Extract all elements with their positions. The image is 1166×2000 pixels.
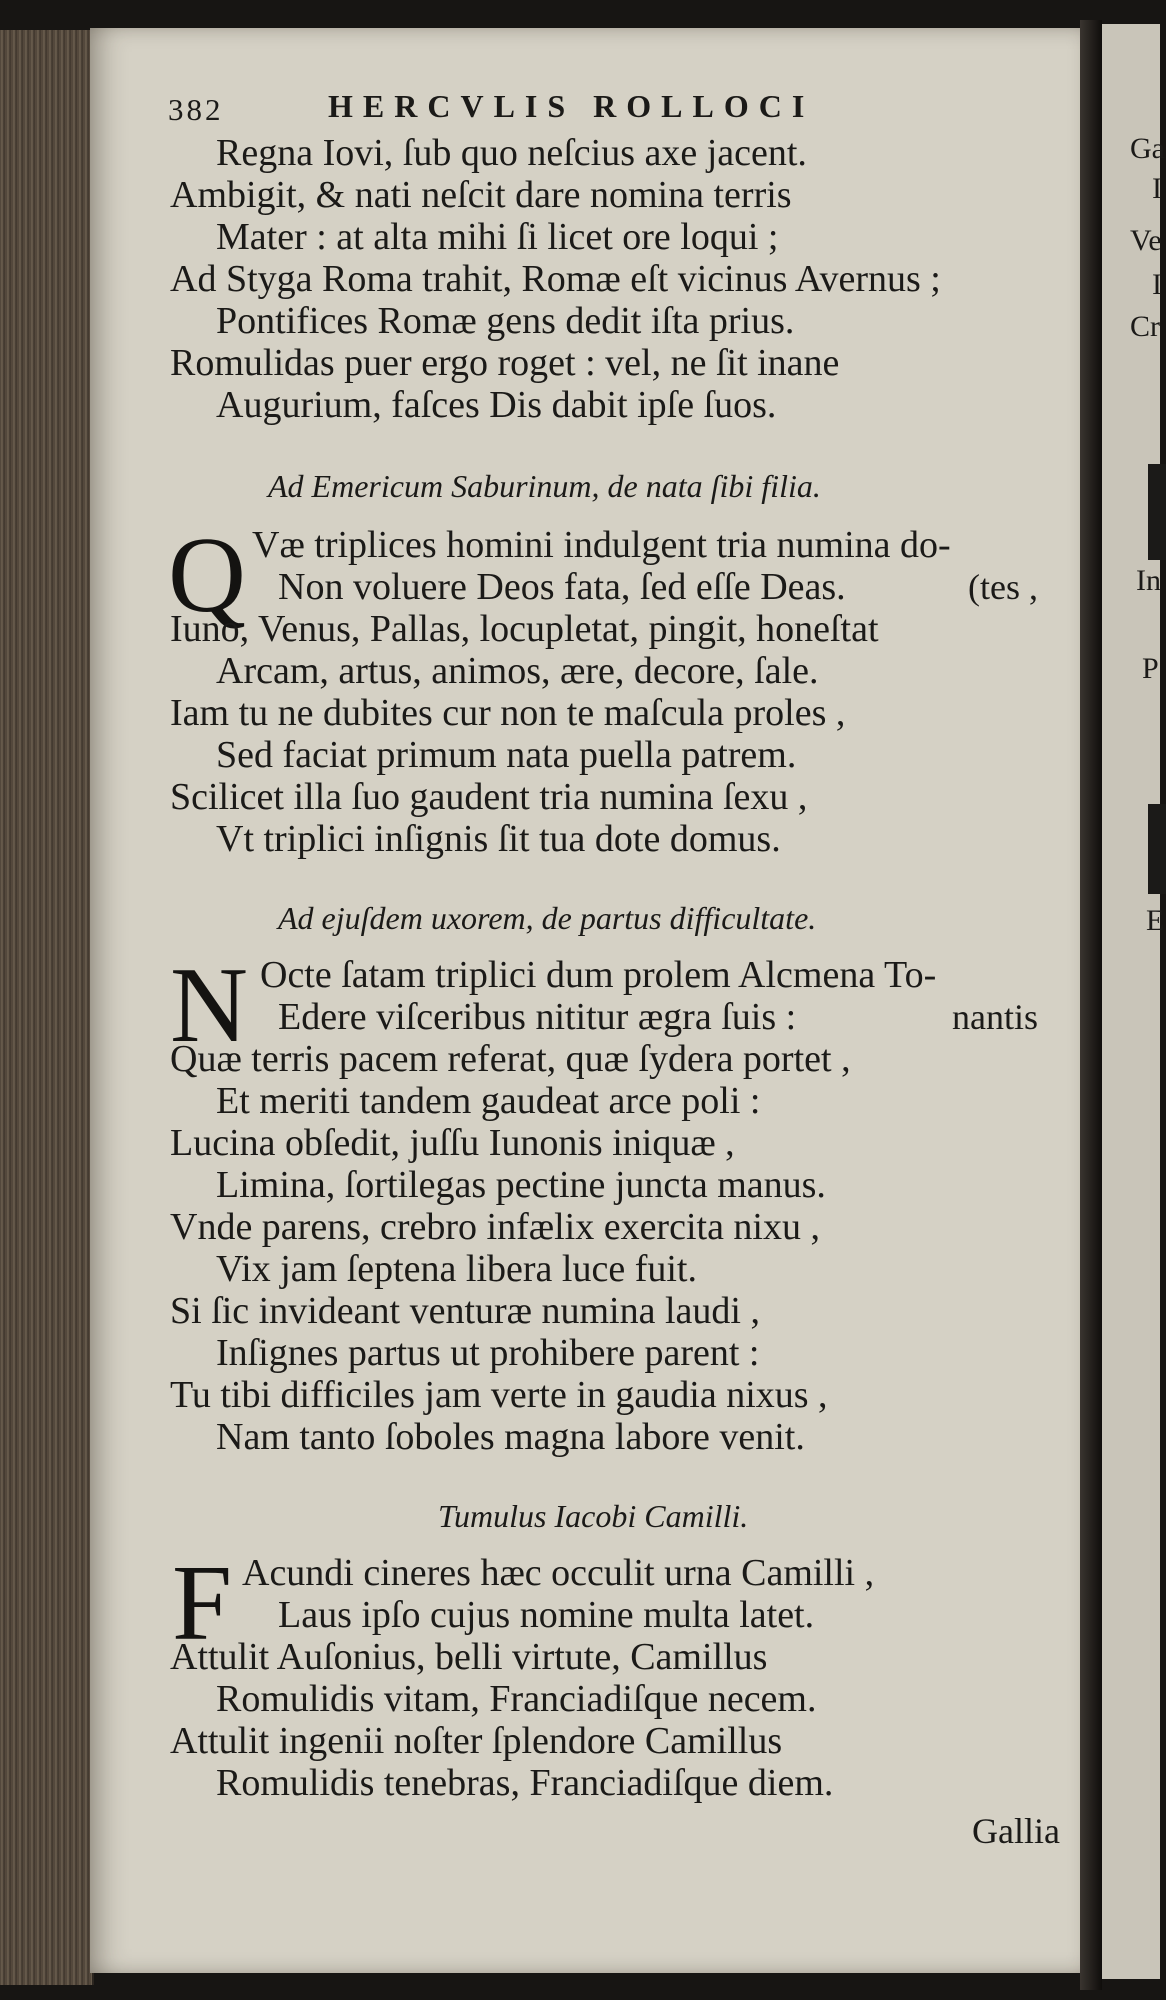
page-number: 382: [168, 92, 224, 127]
verse-line: Sed faciat primum nata puella patrem.: [216, 734, 797, 776]
verse-line: Vix jam ſeptena libera luce fuit.: [216, 1248, 697, 1290]
turnover-word: nantis: [952, 997, 1038, 1037]
verse-line: Acundi cineres hæc occulit urna Camilli ,: [242, 1552, 875, 1594]
verse-line: Regna Iovi, ſub quo neſcius axe jacent.: [216, 132, 807, 174]
verse-line: Vnde parens, crebro infælix exercita nixu ,: [170, 1206, 820, 1248]
facing-page-fragment: Ga: [1130, 132, 1165, 165]
verse-line: Iuno, Venus, Pallas, locupletat, pingit, honeſtat: [170, 608, 879, 650]
book-gutter: [1080, 20, 1102, 1990]
facing-page-dropcap-fragment: [1148, 464, 1166, 560]
verse-line: Romulidis vitam, Franciadiſque necem.: [216, 1678, 817, 1720]
catchword: Gallia: [972, 1811, 1060, 1851]
facing-page-fragment: Cr: [1130, 310, 1160, 343]
facing-page-dropcap-fragment: [1148, 804, 1166, 894]
verse-line: Iam tu ne dubites cur non te maſcula proles ,: [170, 692, 846, 734]
verse-line: Laus ipſo cujus nomine multa latet.: [278, 1594, 815, 1636]
verse-line: Non voluere Deos fata, ſed eſſe Deas.: [278, 566, 846, 608]
facing-page-fragment: I: [1152, 268, 1162, 301]
verse-line: Si ſic invideant venturæ numina laudi ,: [170, 1290, 760, 1332]
facing-page-fragment: In: [1136, 564, 1161, 597]
verse-line: Limina, ſortilegas pectine juncta manus.: [216, 1164, 826, 1206]
facing-page-fragment: Ve: [1130, 224, 1162, 257]
facing-page-fragment: P: [1142, 652, 1159, 685]
turnover-word: (tes ,: [968, 567, 1038, 607]
verse-line: Væ triplices homini indulgent tria numina do-: [252, 524, 951, 566]
verse-line: Romulidis tenebras, Franciadiſque diem.: [216, 1762, 834, 1804]
poem-title: Ad Emericum Saburinum, de nata ſibi filia.: [268, 468, 821, 504]
verse-line: Vt triplici inſignis ſit tua dote domus.: [216, 818, 781, 860]
verse-line: Ad Styga Roma trahit, Romæ eſt vicinus Avernus ;: [170, 258, 941, 300]
verse-line: Ambigit, & nati neſcit dare nomina terris: [170, 174, 792, 216]
verse-line: Et meriti tandem gaudeat arce poli :: [216, 1080, 761, 1122]
facing-page-edge: [1102, 24, 1165, 1979]
book-fore-edge: [0, 30, 94, 1985]
verse-line: Quæ terris pacem referat, quæ ſydera portet ,: [170, 1038, 851, 1080]
verse-line: Edere viſceribus nititur ægra ſuis :: [278, 996, 797, 1038]
verse-line: Octe ſatam triplici dum prolem Alcmena To-: [260, 954, 937, 996]
facing-page-fragment: I: [1152, 172, 1162, 205]
verse-line: Attulit ingenii noſter ſplendore Camillus: [170, 1720, 783, 1762]
facing-page-fragment: E: [1146, 904, 1165, 937]
verse-line: Attulit Auſonius, belli virtute, Camillus: [170, 1636, 768, 1678]
drop-capital: F: [172, 1544, 233, 1663]
running-head: HERCVLIS ROLLOCI: [328, 88, 815, 124]
poem-title: Ad ejuſdem uxorem, de partus difficultate.: [278, 900, 817, 936]
book-page: [90, 28, 1092, 1973]
verse-line: Mater : at alta mihi ſi licet ore loqui ;: [216, 216, 779, 258]
verse-line: Romulidas puer ergo roget : vel, ne ſit inane: [170, 342, 840, 384]
verse-line: Pontifices Romæ gens dedit iſta prius.: [216, 300, 795, 342]
verse-line: Arcam, artus, animos, ære, decore, ſale.: [216, 650, 819, 692]
verse-line: Scilicet illa ſuo gaudent tria numina ſexu ,: [170, 776, 808, 818]
drop-capital: Q: [168, 516, 246, 635]
poem-title: Tumulus Iacobi Camilli.: [438, 1498, 749, 1534]
verse-line: Nam tanto ſoboles magna labore venit.: [216, 1416, 805, 1458]
verse-line: Lucina obſedit, juſſu Iunonis iniquæ ,: [170, 1122, 735, 1164]
verse-line: Augurium, faſces Dis dabit ipſe ſuos.: [216, 384, 777, 426]
verse-line: Inſignes partus ut prohibere parent :: [216, 1332, 760, 1374]
drop-capital: N: [170, 946, 248, 1065]
verse-line: Tu tibi difficiles jam verte in gaudia nixus ,: [170, 1374, 828, 1416]
